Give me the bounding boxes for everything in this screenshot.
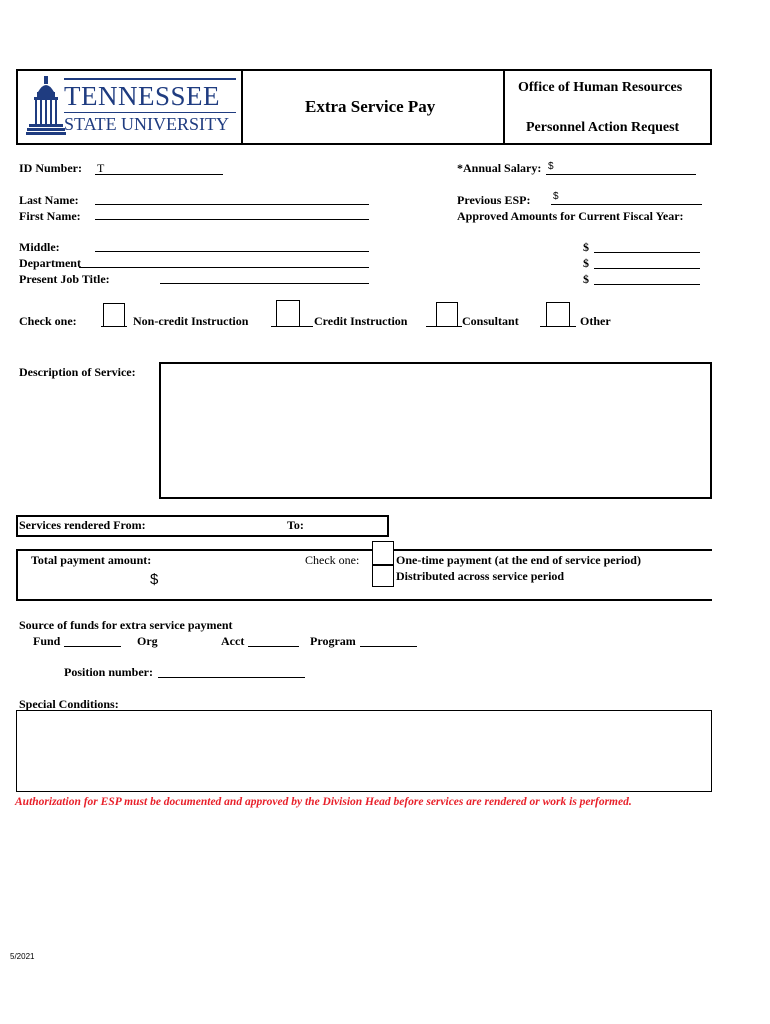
- approved-amount-field-1[interactable]: [594, 252, 700, 253]
- approved-amount-currency-1: $: [583, 240, 589, 254]
- logo-text-line2: STATE UNIVERSITY: [64, 114, 230, 134]
- department-field[interactable]: [79, 267, 369, 268]
- option-non-credit-instruction: Non-credit Instruction: [133, 314, 249, 328]
- option-consultant: Consultant: [462, 314, 519, 328]
- option-other: Other: [580, 314, 611, 328]
- services-from-label: Services rendered From:: [19, 518, 146, 532]
- previous-esp-currency: $: [553, 191, 559, 202]
- logo-text-line1: TENNESSEE: [64, 81, 220, 111]
- special-conditions-box[interactable]: [16, 710, 712, 792]
- checkbox-other[interactable]: [546, 302, 570, 327]
- first-name-label: First Name:: [19, 209, 81, 223]
- annual-salary-field[interactable]: [546, 174, 696, 175]
- approved-amounts-label: Approved Amounts for Current Fiscal Year:: [457, 209, 684, 223]
- annual-salary-label: *Annual Salary:: [457, 161, 542, 175]
- option-one-time-payment: One-time payment (at the end of service period): [396, 553, 641, 567]
- approved-amount-currency-3: $: [583, 272, 589, 286]
- total-payment-label: Total payment amount:: [31, 553, 152, 567]
- form-title: Extra Service Pay: [305, 97, 436, 116]
- position-number-label: Position number:: [64, 665, 154, 679]
- services-to-label: To:: [287, 518, 304, 532]
- previous-esp-label: Previous ESP:: [457, 193, 531, 207]
- checkbox-consultant[interactable]: [436, 302, 458, 327]
- option-distributed-payment: Distributed across service period: [396, 569, 565, 583]
- special-conditions-label: Special Conditions:: [19, 697, 119, 711]
- fund-label: Fund: [33, 634, 61, 648]
- header-divider-left: [241, 69, 243, 145]
- previous-esp-field[interactable]: [551, 204, 702, 205]
- description-label: Description of Service:: [19, 365, 136, 379]
- program-label: Program: [310, 634, 356, 648]
- description-box[interactable]: [159, 362, 712, 499]
- total-payment-currency: $: [150, 571, 159, 588]
- org-label: Org: [137, 634, 158, 648]
- revision-date: 5/2021: [10, 952, 35, 961]
- approved-amount-field-2[interactable]: [594, 268, 700, 269]
- job-title-label: Present Job Title:: [19, 272, 110, 286]
- payment-check-one-label: Check one:: [305, 553, 360, 567]
- acct-field[interactable]: [248, 646, 299, 647]
- checkbox-one-time-payment[interactable]: [372, 541, 394, 565]
- job-title-field[interactable]: [160, 283, 369, 284]
- header-divider-right: [503, 69, 505, 145]
- approved-amount-field-3[interactable]: [594, 284, 700, 285]
- check-one-label: Check one:: [19, 314, 77, 328]
- first-name-field[interactable]: [95, 219, 369, 220]
- middle-label: Middle:: [19, 240, 60, 254]
- annual-salary-currency: $: [548, 161, 554, 172]
- last-name-field[interactable]: [95, 204, 369, 205]
- request-type-title: Personnel Action Request: [526, 120, 680, 135]
- office-title: Office of Human Resources: [518, 80, 683, 95]
- checkbox-credit-instruction[interactable]: [276, 300, 300, 327]
- checkbox-distributed-payment[interactable]: [372, 565, 394, 587]
- capitol-building-icon: [26, 74, 66, 136]
- id-number-field[interactable]: [95, 174, 223, 175]
- fund-field[interactable]: [64, 646, 121, 647]
- acct-label: Acct: [221, 634, 245, 648]
- authorization-notice: Authorization for ESP must be documented and approved by the Division Head before services are rendered or work is performed.: [15, 796, 632, 808]
- position-number-field[interactable]: [158, 677, 305, 678]
- id-prefix: T: [97, 161, 105, 175]
- checkbox-non-credit-instruction[interactable]: [103, 303, 125, 327]
- id-number-label: ID Number:: [19, 161, 82, 175]
- option-credit-instruction: Credit Instruction: [314, 314, 408, 328]
- funds-heading: Source of funds for extra service payment: [19, 618, 233, 632]
- program-field[interactable]: [360, 646, 417, 647]
- middle-field[interactable]: [95, 251, 369, 252]
- university-logo: [24, 74, 236, 138]
- approved-amount-currency-2: $: [583, 256, 589, 270]
- last-name-label: Last Name:: [19, 193, 79, 207]
- department-label: Department: [19, 256, 81, 270]
